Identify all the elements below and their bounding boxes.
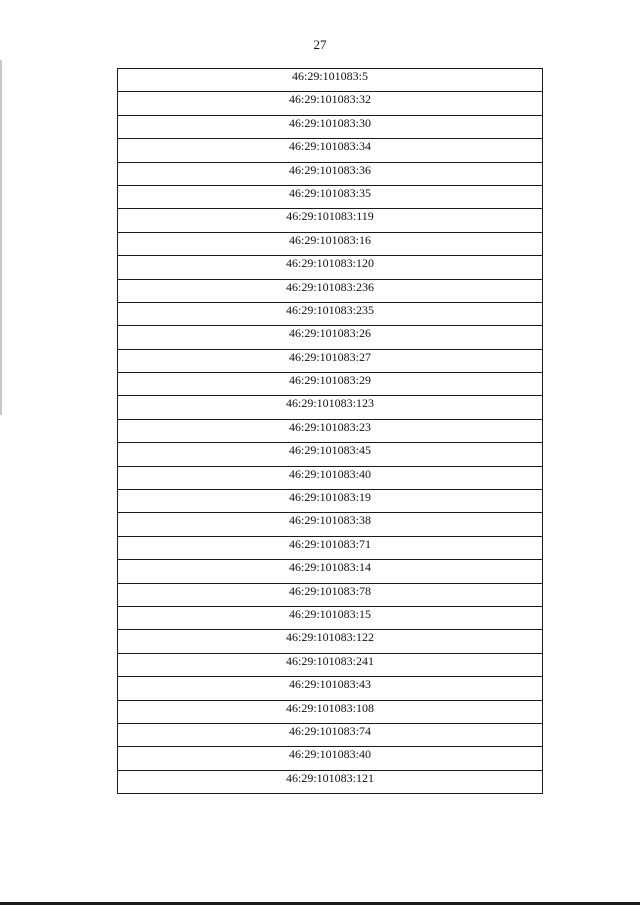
cadastral-number-cell: 46:29:101083:71 — [118, 536, 543, 559]
table-row — [118, 279, 543, 302]
table-row — [118, 653, 543, 676]
table-row — [118, 723, 543, 746]
cadastral-number-cell: 46:29:101083:15 — [118, 606, 543, 629]
cadastral-number-cell: 46:29:101083:241 — [118, 653, 543, 676]
cadastral-number-cell: 46:29:101083:45 — [118, 443, 543, 466]
cadastral-number-cell: 46:29:101083:36 — [118, 162, 543, 185]
table-row — [118, 677, 543, 700]
table-row — [118, 770, 543, 793]
cadastral-number-cell: 46:29:101083:30 — [118, 115, 543, 138]
cadastral-number-cell: 46:29:101083:120 — [118, 256, 543, 279]
table-row — [118, 256, 543, 279]
table-row — [118, 326, 543, 349]
cadastral-number-cell: 46:29:101083:78 — [118, 583, 543, 606]
table-row — [118, 185, 543, 208]
cadastral-number-cell: 46:29:101083:74 — [118, 723, 543, 746]
cadastral-number-cell: 46:29:101083:23 — [118, 419, 543, 442]
cadastral-number-table — [117, 68, 543, 794]
cadastral-number-cell: 46:29:101083:40 — [118, 466, 543, 489]
scan-edge-left — [0, 60, 2, 415]
cadastral-number-cell: 46:29:101083:32 — [118, 92, 543, 115]
cadastral-number-cell: 46:29:101083:122 — [118, 630, 543, 653]
table-row — [118, 373, 543, 396]
cadastral-number-cell: 46:29:101083:35 — [118, 185, 543, 208]
table-row — [118, 630, 543, 653]
table-row — [118, 139, 543, 162]
table-row — [118, 302, 543, 325]
cadastral-number-cell: 46:29:101083:29 — [118, 373, 543, 396]
table-row — [118, 396, 543, 419]
page-number: 27 — [313, 37, 327, 52]
table-body — [118, 69, 543, 794]
table-row — [118, 583, 543, 606]
cadastral-number-cell: 46:29:101083:123 — [118, 396, 543, 419]
table-row — [118, 115, 543, 138]
table-row — [118, 560, 543, 583]
table-row — [118, 162, 543, 185]
table-row — [118, 747, 543, 770]
cadastral-number-cell: 46:29:101083:16 — [118, 232, 543, 255]
table-row — [118, 536, 543, 559]
cadastral-number-cell: 46:29:101083:26 — [118, 326, 543, 349]
table-row — [118, 232, 543, 255]
table-row — [118, 69, 543, 92]
cadastral-number-cell: 46:29:101083:43 — [118, 677, 543, 700]
cadastral-number-cell: 46:29:101083:27 — [118, 349, 543, 372]
table-row — [118, 513, 543, 536]
cadastral-number-cell: 46:29:101083:14 — [118, 560, 543, 583]
table-row — [118, 606, 543, 629]
cadastral-number-cell: 46:29:101083:119 — [118, 209, 543, 232]
table-row — [118, 209, 543, 232]
table-row — [118, 443, 543, 466]
table-row — [118, 700, 543, 723]
cadastral-number-cell: 46:29:101083:34 — [118, 139, 543, 162]
cadastral-number-cell: 46:29:101083:5 — [118, 69, 543, 92]
cadastral-number-cell: 46:29:101083:235 — [118, 302, 543, 325]
table-row — [118, 92, 543, 115]
cadastral-number-cell: 46:29:101083:40 — [118, 747, 543, 770]
cadastral-number-cell: 46:29:101083:236 — [118, 279, 543, 302]
table-row — [118, 466, 543, 489]
cadastral-number-cell: 46:29:101083:108 — [118, 700, 543, 723]
table-row — [118, 419, 543, 442]
cadastral-number-cell: 46:29:101083:121 — [118, 770, 543, 793]
table-row — [118, 349, 543, 372]
cadastral-number-cell: 46:29:101083:38 — [118, 513, 543, 536]
cadastral-number-cell: 46:29:101083:19 — [118, 490, 543, 513]
table-row — [118, 490, 543, 513]
